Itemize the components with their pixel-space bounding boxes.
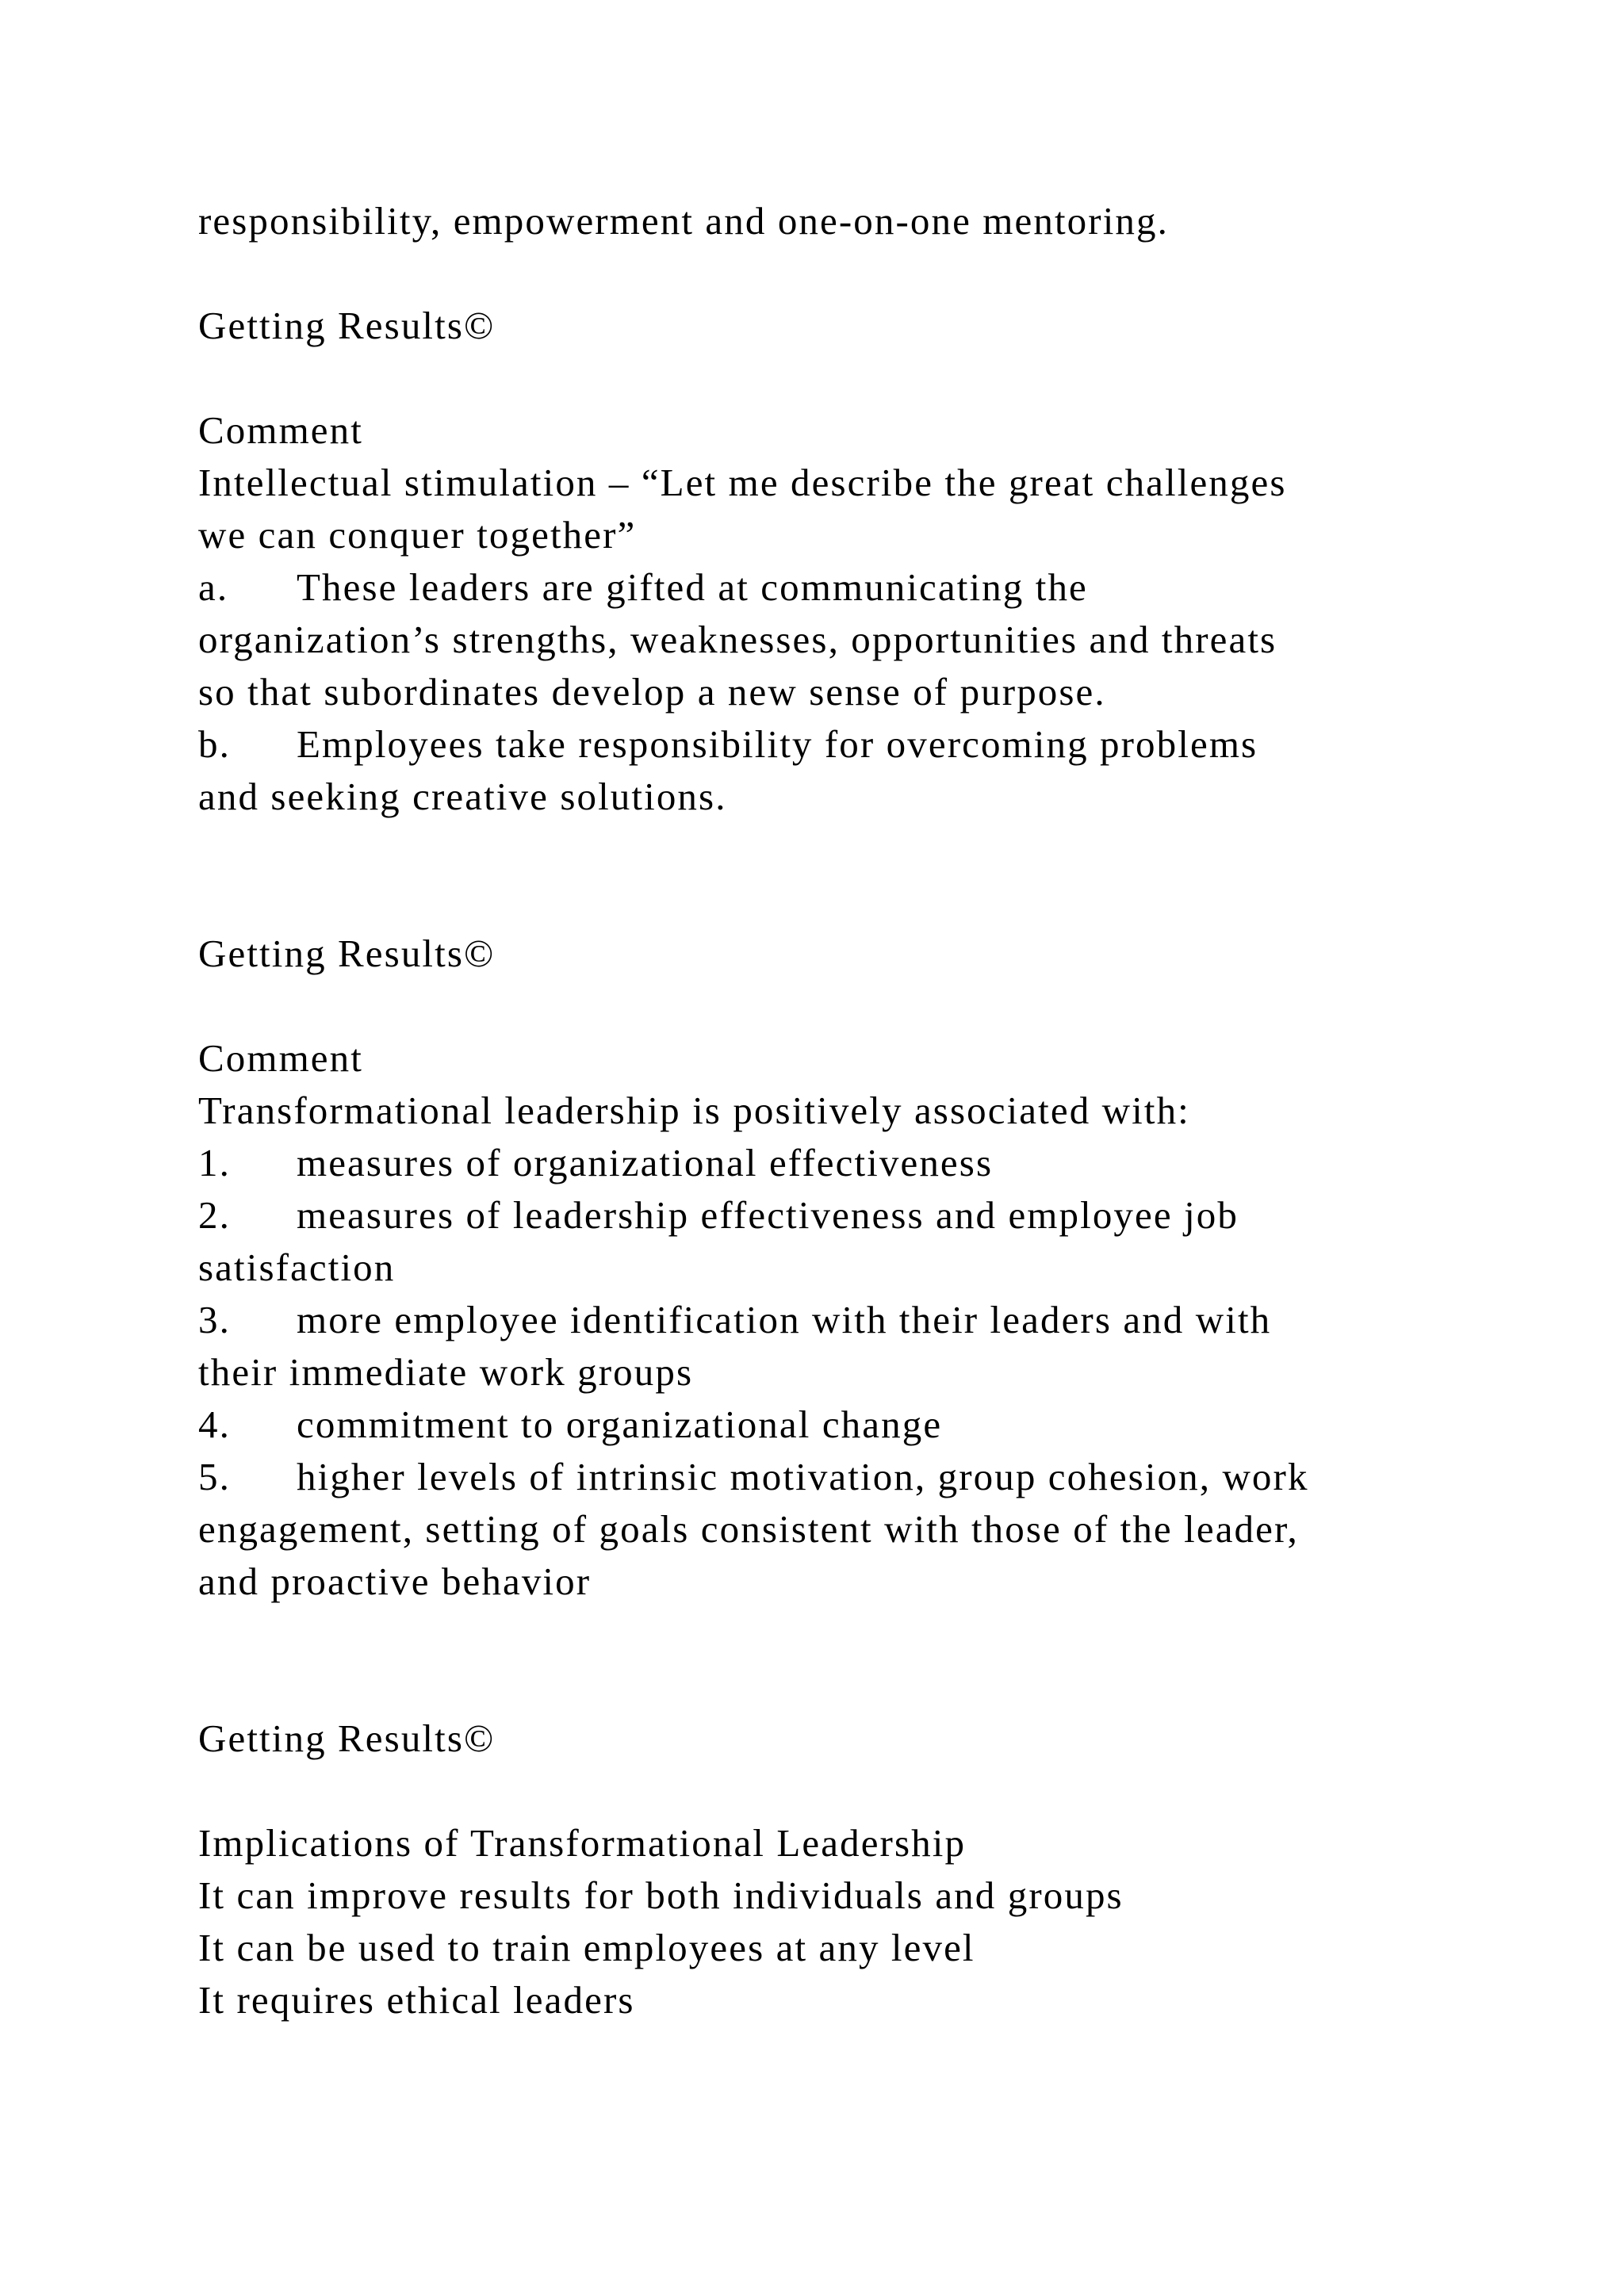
list-marker: 2. [198,1193,231,1237]
comment-label: Comment [198,1036,363,1080]
section-heading: Getting Results© [198,1716,496,1760]
list-item [198,1137,1499,1189]
list-item-text: and proactive behavior [198,1559,592,1603]
list-item-text: more employee identification with their leaders and with [297,1298,1272,1341]
section-implications [198,1712,1499,2026]
spacer [198,823,1499,928]
implication-point: It can be used to train employees at any level [198,1926,975,1969]
section-heading: Getting Results© [198,932,496,975]
list-marker: a. [198,565,229,609]
list-item-text: measures of leadership effectiveness and employee job [297,1193,1239,1237]
spacer [198,247,1499,300]
list-item-text: organization’s strengths, weaknesses, opportunities and threats [198,618,1277,661]
list-item-text: their immediate work groups [198,1350,694,1394]
spacer [198,352,1499,404]
list-marker: 3. [198,1298,231,1341]
implication-point: It requires ethical leaders [198,1978,635,2022]
document-page [198,195,1499,2026]
intro-line: Transformational leadership is positively associated with: [198,1089,1190,1132]
list-marker: 1. [198,1141,231,1184]
list-item [198,1189,1499,1294]
list-item-text: These leaders are gifted at communicating the [297,565,1088,609]
list-item-text: engagement, setting of goals consistent with those of the leader, [198,1507,1299,1551]
list-item-text: higher levels of intrinsic motivation, group cohesion, work [297,1455,1309,1498]
list-item-text: commitment to organizational change [297,1402,943,1446]
comment-label: Comment [198,408,363,452]
section-transformational-outcomes [198,928,1499,1608]
list-item [198,561,1499,718]
list-item-text: Employees take responsibility for overcoming problems [297,722,1258,766]
spacer [198,980,1499,1032]
continued-text-line: responsibility, empowerment and one-on-one mentoring. [198,199,1169,243]
spacer [198,1608,1499,1712]
list-item [198,1294,1499,1399]
implication-point: It can improve results for both individuals and groups [198,1873,1124,1917]
spacer [198,1765,1499,1817]
list-item-text: satisfaction [198,1246,396,1289]
list-item-text: so that subordinates develop a new sense of purpose. [198,670,1106,714]
section-heading: Getting Results© [198,304,496,347]
section-intellectual-stimulation [198,300,1499,823]
list-marker: b. [198,722,231,766]
list-item [198,1451,1499,1608]
list-item [198,1399,1499,1451]
intro-line: Intellectual stimulation – “Let me describe the great challenges [198,461,1287,504]
list-item [198,718,1499,823]
list-marker: 5. [198,1455,231,1498]
section-title: Implications of Transformational Leadership [198,1821,967,1865]
intro-line: we can conquer together” [198,513,637,557]
list-item-text: measures of organizational effectiveness [297,1141,994,1184]
list-item-text: and seeking creative solutions. [198,775,727,818]
list-marker: 4. [198,1402,231,1446]
